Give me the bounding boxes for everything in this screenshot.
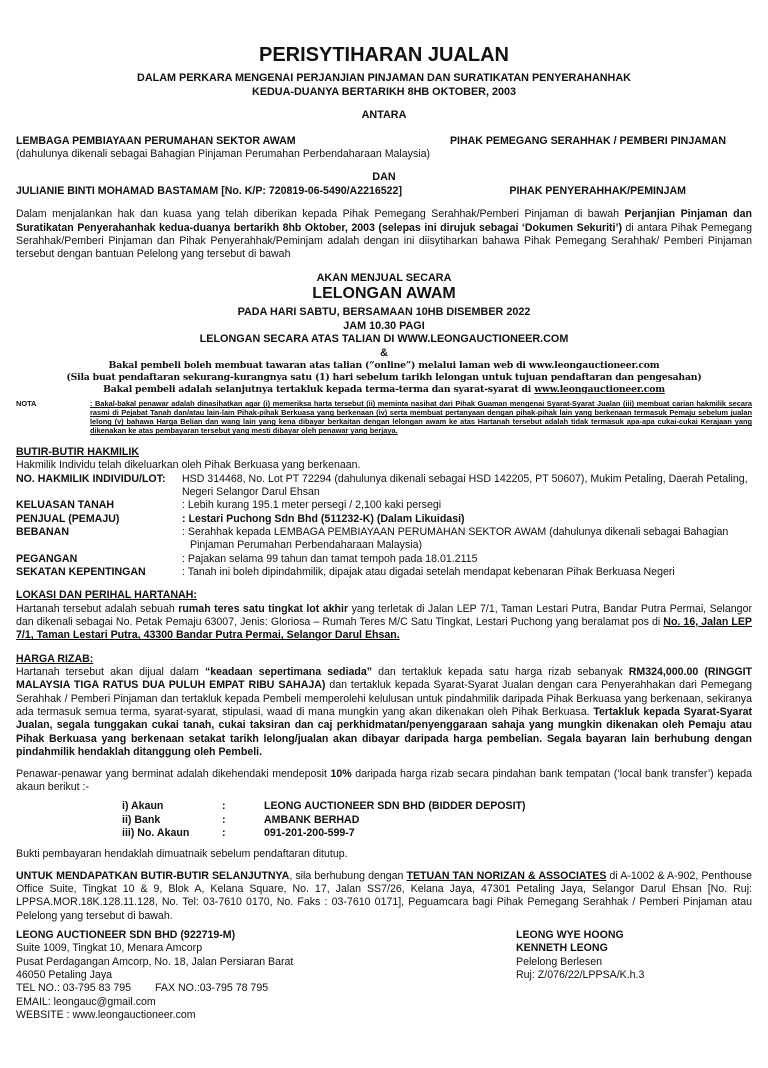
- hakmilik-row-label: KELUASAN TANAH: [16, 499, 115, 512]
- signatory-ref: Ruj: Z/076/22/LPPSA/K.h.3: [516, 968, 645, 981]
- registration-line: (Sila buat pendaftaran sekurang-kurangnya satu (1) hari sebelum tarikh lelongan untuk tujuan pendaftaran dan pengesahan): [66, 372, 702, 384]
- account-colon: :: [222, 813, 226, 826]
- auctioneer-company: LEONG AUCTIONEER SDN BHD (922719-M): [16, 928, 236, 941]
- auctioneer-addr-2: Pusat Perdagangan Amcorp, No. 18, Jalan Persiaran Barat: [16, 955, 294, 968]
- account-value: LEONG AUCTIONEER SDN BHD (BIDDER DEPOSIT): [264, 800, 526, 813]
- terms-line: Bakal pembeli adalah selanjutnya tertakluk kepada terma-terma dan syarat-syarat di www.leongauctioneer.com: [103, 383, 665, 395]
- lokasi-heading: LOKASI DAN PERIHAL HARTANAH:: [16, 589, 197, 602]
- lender-note: (dahulunya dikenali sebagai Bahagian Pinjaman Perumahan Perbendaharaan Malaysia): [16, 148, 431, 161]
- document-title: PERISYTIHARAN JUALAN: [258, 44, 510, 66]
- nota-block: [16, 400, 752, 436]
- account-value: AMBANK BERHAD: [264, 813, 360, 826]
- hakmilik-table: [16, 473, 752, 580]
- lokasi-paragraph: Hartanah tersebut adalah sebuah rumah teres satu tingkat lot akhir yang terletak di Jalan LEP 7/1, Taman Lestari Putra, Bandar Putra Permai, Selangor dan dikenali sebagai No. Petak Pemaju 63007, Jenis: Gloriosa – Rumah Teres M/C Satu Tingkat, Lestari Puchong yang beralamat pos di No. 16, Jalan LEP 7/1, Taman Lestari Putra, 43300 Bandar Putra Permai, Selangor Darul Ehsan.: [16, 602, 752, 642]
- online-bid-line: Bakal pembeli boleh membuat tawaran atas talian (“online”) melalui laman web di www.leongauctioneer.com: [108, 360, 660, 372]
- hakmilik-row-value: : Lestari Puchong Sdn Bhd (511232-K) (Dalam Likuidasi): [182, 512, 465, 525]
- auctioneer-addr-3: 46050 Petaling Jaya: [16, 968, 113, 981]
- auction-time: JAM 10.30 PAGI: [343, 319, 425, 332]
- auction-date: PADA HARI SABTU, BERSAMAAN 10HB DISEMBER 2022: [237, 305, 531, 318]
- hakmilik-row-label: PENJUAL (PEMAJU): [16, 512, 120, 525]
- hakmilik-row-value: : Lebih kurang 195.1 meter persegi / 2,100 kaki persegi: [182, 499, 442, 512]
- signatory-role: Pelelong Berlesen: [516, 955, 602, 968]
- hakmilik-row-value: : Serahhak kepada LEMBAGA PEMBIAYAAN PERUMAHAN SEKTOR AWAM (dahulunya dikenali sebagai Bahagian Pinjaman Perumahan Perbendaharaan Malaysia): [182, 526, 729, 552]
- account-colon: :: [222, 800, 226, 813]
- auctioneer-block: [16, 929, 516, 1022]
- account-value: 091-201-200-599-7: [264, 826, 355, 839]
- matter-line-2: KEDUA-DUANYA BERTARIKH 8HB OKTOBER, 2003: [252, 85, 516, 98]
- auction-online-line: LELONGAN SECARA ATAS TALIAN DI WWW.LEONGAUCTIONEER.COM: [199, 333, 569, 346]
- bukti-line: Bukti pembayaran hendaklah dimuatnaik sebelum pendaftaran ditutup.: [16, 848, 348, 861]
- fax-number: FAX NO.:03-795 78 795: [155, 982, 269, 995]
- auctioneer-phone-fax: [16, 982, 516, 995]
- hakmilik-row-label: SEKATAN KEPENTINGAN: [16, 566, 146, 579]
- matter-line-1: DALAM PERKARA MENGENAI PERJANJIAN PINJAMAN DAN SURATIKATAN PENYERAHANHAK: [137, 72, 631, 84]
- account-label: ii) Bank: [122, 813, 161, 826]
- auctioneer-website: WEBSITE : www.leongauctioneer.com: [16, 1009, 196, 1022]
- account-label: i) Akaun: [122, 800, 164, 813]
- lender-row: [16, 135, 752, 148]
- lender-role: PIHAK PEMEGANG SERAHHAK / PEMBERI PINJAMAN: [449, 134, 726, 147]
- auctioneer-addr-1: Suite 1009, Tingkat 10, Menara Amcorp: [16, 942, 203, 955]
- ampersand: &: [380, 346, 388, 359]
- harga-paragraph: Hartanah tersebut akan dijual dalam “keadaan sepertimana sediada” dan tertakluk kepada satu harga rizab sebanyak RM324,000.00 (RINGGIT MALAYSIA TIGA RATUS DUA PULUH EMPAT RIBU SAHAJA) dan tertakluk kepada Syarat-Syarat Jualan dengan cara Penyerahhakan dari Pemegang Serahhak / Pemberi Pinjaman dan tertakluk kepada Pembeli memperolehi kelulusan untuk pindahmilik daripada Pihak Berkuasa yang berkenaan, sekiranya ada termasuk semua terma, syarat-syarat, stipulasi, waad di mana mungkin yang akan dikenakan oleh Pihak Berkuasa. Tertakluk kepada Syarat-Syarat Jualan, segala tunggakan cukai tanah, cukai taksiran dan caj perkhidmatan/penyenggaraan sahaja yang mungkin dikenakan oleh Pemaju atau Pihak Berkuasa yang berkenaan setakat tarikh lelong/jualan akan dibayar daripada harga pembelian. Segala bayaran lain berhubung dengan pindahmilik hendaklah ditanggung oleh Pembeli.: [16, 666, 752, 759]
- hakmilik-heading: BUTIR-BUTIR HAKMILIK: [16, 445, 139, 458]
- law-firm: TETUAN TAN NORIZAN & ASSOCIATES: [406, 869, 607, 882]
- hakmilik-row-label: PEGANGAN: [16, 552, 78, 565]
- contact-paragraph: UNTUK MENDAPATKAN BUTIR-BUTIR SELANJUTNYA, sila berhubung dengan TETUAN TAN NORIZAN & ASSOCIATES di A-1002 & A-902, Penthouse Office Suite, Tingkat 10 & 9, Blok A, Kelana Square, No. 17, Jalan SS7/26, Kelana Jaya, 47301 Petaling Jaya, Selangor Darul Ehsan [No. Ruj: LPPSA.MOR.18K.128.11.128, No. Tel: 03-7610 0170, No. Faks : 03-7610 0171], Peguamcara bagi Pihak Pemegang Serahhak / Pemberi Pinjaman atau Pelelong yang tersebut di bawah.: [16, 869, 753, 922]
- hakmilik-line: Hakmilik Individu telah dikeluarkan oleh Pihak Berkuasa yang berkenaan.: [16, 459, 361, 472]
- signatory-name-2: KENNETH LEONG: [516, 942, 608, 955]
- lelongan-awam-title: LELONGAN AWAM: [312, 285, 456, 303]
- tel-number: TEL NO.: 03-795 83 795: [16, 982, 132, 995]
- dan-label: DAN: [372, 171, 396, 184]
- akan-menjual-label: AKAN MENJUAL SECARA: [316, 271, 452, 284]
- borrower-role: PIHAK PENYERAHHAK/PEMINJAM: [509, 185, 686, 198]
- borrower-row: [16, 185, 752, 198]
- antara-label: ANTARA: [361, 109, 407, 122]
- hakmilik-row-label: NO. HAKMILIK INDIVIDU/LOT:: [16, 472, 166, 485]
- harga-heading: HARGA RIZAB:: [16, 652, 94, 665]
- deposit-paragraph: Penawar-penawar yang berminat adalah dikehendaki mendeposit 10% daripada harga rizab secara pindahan bank tempatan (‘local bank transfer’) kepada akaun berikut :-: [16, 767, 752, 793]
- terms-link[interactable]: www.leongauctioneer.com: [534, 383, 665, 395]
- borrower-name: JULIANIE BINTI MOHAMAD BASTAMAM [No. K/P: 720819-06-5490/A2216522]: [16, 185, 402, 198]
- intro-paragraph: Dalam menjalankan hak dan kuasa yang telah diberikan kepada Pihak Pemegang Serahhak/Pemberi Pinjaman di bawah Perjanjian Pinjaman dan Suratikatan Penyerahanhak kedua-duanya bertarikh 8hb Oktober, 2003 (selepas ini dirujuk sebagai ‘Dokumen Sekuriti’) di antara Pihak Pemegang Serahhak/Pemberi Pinjaman dan Pihak Penyerahhak/Peminjam adalah dengan ini diisytiharkan bahawa Pihak Pemegang Serahhak/ Pemberi Pinjaman tersebut dengan bantuan Pelelong yang tersebut di bawah: [16, 208, 752, 261]
- hakmilik-row-value: : Tanah ini boleh dipindahmilik, dipajak atau digadai setelah mendapat kebenaran Pihak Berkuasa Negeri: [182, 566, 675, 579]
- account-table: [122, 800, 752, 840]
- lender-name: LEMBAGA PEMBIAYAAN PERUMAHAN SEKTOR AWAM: [16, 134, 296, 147]
- account-colon: :: [222, 826, 226, 839]
- signatory-name-1: LEONG WYE HOONG: [516, 928, 624, 941]
- hakmilik-row-value: : Pajakan selama 99 tahun dan tamat tempoh pada 18.01.2115: [182, 552, 478, 565]
- nota-label: NOTA: [16, 399, 37, 409]
- document-page: [0, 44, 768, 1022]
- auctioneer-email: EMAIL: leongauc@gmail.com: [16, 995, 156, 1008]
- account-label: iii) No. Akaun: [122, 826, 190, 839]
- hakmilik-row-value: HSD 314468, No. Lot PT 72294 (dahulunya dikenali sebagai HSD 142205, PT 50607), Mukim Petaling, Daerah Petaling, Negeri Selangor Darul Ehsan: [182, 472, 748, 498]
- nota-text: : Bakal-bakal penawar adalah dinasihatkan agar (i) memeriksa harta tersebut (ii) meminta nasihat dari Pihak Guaman mengenai Syarat-Syarat Jualan (iii) membuat carian hakmilik secara rasmi di Pejabat Tanah dan/atau lain-lain Pihak-pihak Berkuasa yang berkenaan (iv) serta membuat pertanyaan dengan pihak-pihak lain yang berkenaan termasuk Pemaju sebelum jualan lelong (v) bahawa Harga Belian dan wang lain yang kena dibayar berkaitan dengan lelongan awam ke atas Hartanah tersebut adalah tidak termasuk apa-apa cukai-cukai Kerajaan yang dikenakan ke atas pembayaran tersebut yang mesti dibayar oleh penawar yang berjaya.: [90, 399, 752, 436]
- property-address: No. 16, Jalan LEP 7/1, Taman Lestari Putra, 43300 Bandar Putra Permai, Selangor Darul Ehsan.: [16, 616, 752, 642]
- signatory-block: [516, 929, 752, 1022]
- footer: [16, 929, 752, 1022]
- hakmilik-row-label: BEBANAN: [16, 526, 69, 539]
